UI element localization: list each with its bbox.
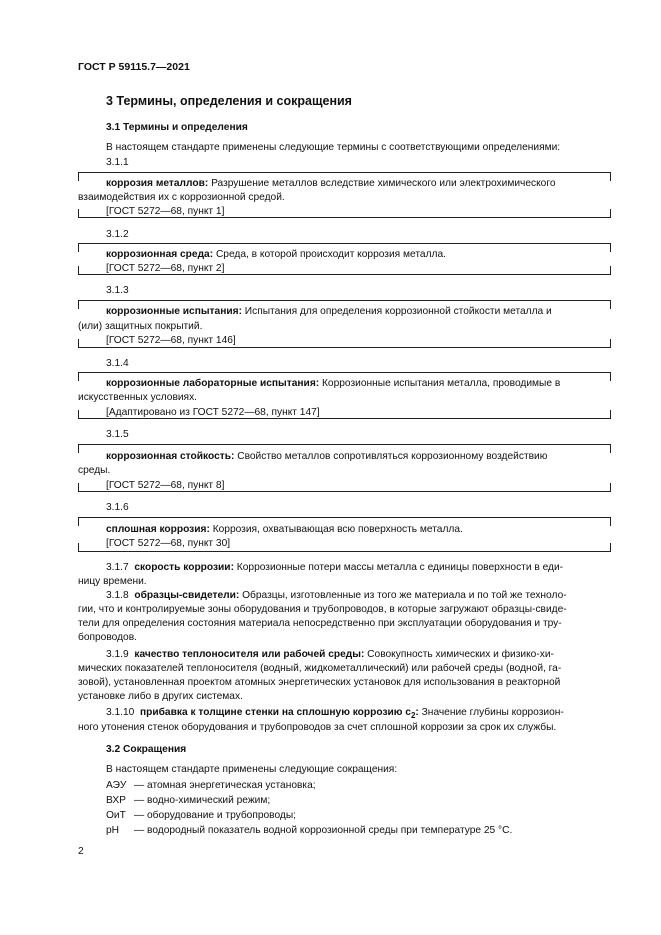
term-source: [ГОСТ 5272—68, пункт 30] xyxy=(106,538,231,549)
term-name: коррозионная стойкость: xyxy=(106,451,235,462)
term-definition: Образцы, изготовленные из того же материала и по той же техноло- xyxy=(239,590,567,601)
term-definition: Коррозия, охватывающая всю поверхность металла. xyxy=(209,524,463,535)
term-number: 3.1.5 xyxy=(106,429,129,440)
term-definition-line: искусственных условиях. xyxy=(78,392,197,403)
term-definition-line: (или) защитных покрытий. xyxy=(78,321,203,332)
term-paragraph-line: зовой), установленная проектом атомных энергетических установок для использования в реакторной xyxy=(78,677,561,688)
term-definition: Коррозионные потери массы металла с единицы поверхности в еди- xyxy=(233,562,564,573)
term-number: 3.1.8 xyxy=(106,590,129,601)
term-paragraph-line: тели для определения состояния материала непосредственно при эксплуатации оборудования и тру- xyxy=(78,618,562,629)
term-name: сплошная коррозия: xyxy=(106,524,210,535)
term-paragraph-line xyxy=(106,648,554,662)
term-definition: Разрушение металлов вследствие химического или электрохимического xyxy=(208,178,556,189)
term-paragraph-line xyxy=(106,561,563,575)
term-definition-line xyxy=(106,177,611,191)
abbreviation-item xyxy=(106,794,270,808)
term-paragraph-line: ницу времени. xyxy=(78,576,147,587)
document-id: ГОСТ Р 59115.7—2021 xyxy=(78,61,190,73)
abbreviation-text: — водно-химический режим; xyxy=(134,795,271,806)
term-definition: Среда, в которой происходит коррозия металла. xyxy=(213,249,446,260)
term-name: образцы-свидетели: xyxy=(134,590,240,601)
abbreviation-key: ОиТ xyxy=(106,810,126,821)
terms-intro: В настоящем стандарте применены следующие термины с соответствующими определениями: xyxy=(106,142,561,153)
term-name: коррозионная среда: xyxy=(106,249,214,260)
term-name: коррозионные испытания: xyxy=(106,306,242,317)
abbreviations-intro: В настоящем стандарте применены следующие сокращения: xyxy=(106,764,398,775)
term-definition: Совокупность химических и физико-хи- xyxy=(364,649,554,660)
term-box xyxy=(78,444,611,492)
term-paragraph-line: гии, что и контролируемые зоны оборудования и трубопроводов, в которые загружают образцы-свиде- xyxy=(78,604,567,615)
subsection-title-abbreviations: 3.2 Сокращения xyxy=(106,744,187,755)
abbreviation-text: — атомная энергетическая установка; xyxy=(134,780,316,791)
term-box xyxy=(78,172,611,218)
term-definition: Значение глубины коррозион- xyxy=(418,707,564,718)
term-source: [ГОСТ 5272—68, пункт 8] xyxy=(106,480,225,491)
term-definition-line xyxy=(106,305,611,319)
term-source: [Адаптировано из ГОСТ 5272—68, пункт 147] xyxy=(106,407,320,418)
page-number: 2 xyxy=(78,846,84,857)
term-paragraph-line: установке либо в других системах. xyxy=(78,691,243,702)
term-source: [ГОСТ 5272—68, пункт 1] xyxy=(106,206,225,217)
term-subscript: 2 xyxy=(410,711,416,721)
term-number: 3.1.4 xyxy=(106,358,129,369)
term-definition-line: взаимодействия их с коррозионной средой. xyxy=(78,192,285,203)
term-source: [ГОСТ 5272—68, пункт 146] xyxy=(106,335,236,346)
term-name: скорость коррозии: xyxy=(134,562,234,573)
term-paragraph-line xyxy=(106,589,567,603)
term-name: коррозионные лабораторные испытания: xyxy=(106,378,320,389)
abbreviation-key: ВХР xyxy=(106,795,126,806)
term-definition-line xyxy=(106,377,611,391)
term-definition: Коррозионные испытания металла, проводимые в xyxy=(319,378,561,389)
term-definition: Свойство металлов сопротивляться коррозионному воздействию xyxy=(234,451,548,462)
term-number: 3.1.2 xyxy=(106,229,129,240)
abbreviation-item xyxy=(106,824,512,838)
term-definition-line xyxy=(106,523,611,537)
term-box xyxy=(78,517,611,552)
section-title: 3 Термины, определения и сокращения xyxy=(106,94,352,108)
term-definition: Испытания для определения коррозионной стойкости металла и xyxy=(241,306,552,317)
term-number: 3.1.7 xyxy=(106,562,129,573)
term-definition-line xyxy=(106,450,611,464)
term-number: 3.1.10 xyxy=(106,707,135,718)
term-number: 3.1.6 xyxy=(106,502,129,513)
term-source: [ГОСТ 5272—68, пункт 2] xyxy=(106,263,225,274)
term-definition-line xyxy=(106,248,611,262)
term-name: прибавка к толщине стенки на сплошную коррозию c xyxy=(140,707,411,718)
term-box xyxy=(78,243,611,275)
term-name: коррозия металлов: xyxy=(106,178,209,189)
abbreviation-key: рН xyxy=(106,825,120,836)
term-paragraph-line: бопроводов. xyxy=(78,632,137,643)
term-paragraph-line: ного утонения стенок оборудования и трубопроводов за счет сплошной коррозии за срок их службы. xyxy=(78,722,557,733)
term-paragraph-line: мических показателей теплоносителя (водный, жидкометаллический) или рабочей среды (водной, га- xyxy=(78,663,562,674)
term-box xyxy=(78,372,611,419)
term-number: 3.1.1 xyxy=(106,157,129,168)
term-name: качество теплоносителя или рабочей среды: xyxy=(134,649,365,660)
term-box xyxy=(78,300,611,348)
term-number: 3.1.9 xyxy=(106,649,129,660)
subsection-title-terms: 3.1 Термины и определения xyxy=(106,122,248,133)
abbreviation-text: — оборудование и трубопроводы; xyxy=(134,810,297,821)
abbreviation-text: — водородный показатель водной коррозионной среды при температуре 25 °С. xyxy=(134,825,513,836)
abbreviation-item xyxy=(106,809,296,823)
term-definition-line: среды. xyxy=(78,465,111,476)
abbreviation-item xyxy=(106,779,316,793)
term-number: 3.1.3 xyxy=(106,285,129,296)
abbreviation-key: АЭУ xyxy=(106,780,127,791)
term-colon: : xyxy=(415,707,419,718)
